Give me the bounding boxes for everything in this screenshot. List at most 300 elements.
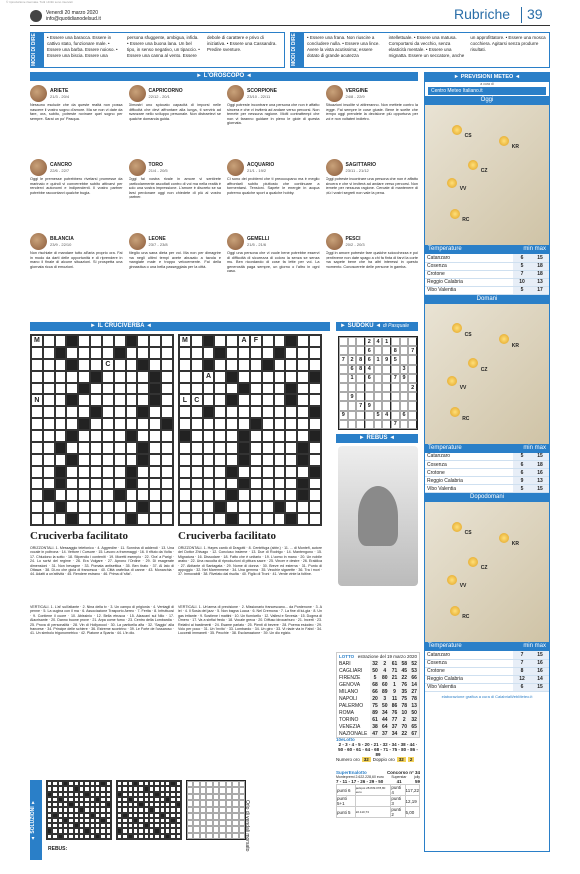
sudoku-cell[interactable]	[382, 401, 391, 410]
crossword-cell[interactable]	[149, 513, 161, 525]
crossword-cell[interactable]	[149, 335, 161, 347]
crossword-cell[interactable]	[226, 454, 238, 466]
crossword-cell[interactable]	[179, 418, 191, 430]
crossword-cell[interactable]	[285, 489, 297, 501]
crossword-cell[interactable]	[114, 394, 126, 406]
crossword-cell[interactable]	[203, 442, 215, 454]
crossword-cell[interactable]	[274, 418, 286, 430]
crossword-cell[interactable]	[250, 394, 262, 406]
crossword-cell[interactable]	[114, 513, 126, 525]
crossword-cell[interactable]	[55, 335, 67, 347]
crossword-cell[interactable]	[309, 513, 321, 525]
sudoku-cell[interactable]: 1	[348, 374, 357, 383]
crossword-cell[interactable]	[102, 454, 114, 466]
crossword-cell[interactable]	[203, 394, 215, 406]
sudoku-cell[interactable]	[408, 401, 417, 410]
crossword-cell[interactable]	[203, 454, 215, 466]
sudoku-cell[interactable]: 4	[382, 411, 391, 420]
sudoku-cell[interactable]	[408, 355, 417, 364]
sudoku-cell[interactable]: 6	[365, 346, 374, 355]
sudoku-cell[interactable]	[391, 411, 400, 420]
crossword-cell[interactable]	[214, 418, 226, 430]
sudoku-grid[interactable]	[338, 336, 418, 430]
crossword-cell[interactable]	[126, 418, 138, 430]
crossword-cell[interactable]	[214, 371, 226, 383]
crossword-cell[interactable]	[274, 489, 286, 501]
crossword-cell[interactable]	[191, 383, 203, 395]
crossword-cell[interactable]	[191, 418, 203, 430]
crossword-cell[interactable]	[149, 359, 161, 371]
crossword-cell[interactable]	[297, 335, 309, 347]
crossword-cell[interactable]	[191, 454, 203, 466]
crossword-cell[interactable]	[297, 406, 309, 418]
crossword-cell[interactable]	[66, 418, 78, 430]
crossword-cell[interactable]	[191, 466, 203, 478]
crossword-cell[interactable]	[191, 347, 203, 359]
crossword-cell[interactable]	[90, 513, 102, 525]
sudoku-cell[interactable]: 9	[348, 392, 357, 401]
sudoku-cell[interactable]: 6	[400, 411, 409, 420]
crossword-cell[interactable]	[78, 442, 90, 454]
crossword-cell[interactable]	[31, 466, 43, 478]
crossword-cell[interactable]	[285, 442, 297, 454]
crossword-cell[interactable]	[226, 478, 238, 490]
sudoku-cell[interactable]	[374, 365, 383, 374]
crossword-cell[interactable]	[179, 371, 191, 383]
crossword-cell[interactable]	[250, 383, 262, 395]
crossword-cell[interactable]: C	[102, 359, 114, 371]
crossword-cell[interactable]: A	[238, 335, 250, 347]
crossword-cell[interactable]	[43, 394, 55, 406]
crossword-cell[interactable]	[285, 359, 297, 371]
crossword-cell[interactable]	[126, 394, 138, 406]
crossword-cell[interactable]	[31, 383, 43, 395]
sudoku-cell[interactable]: 5	[391, 355, 400, 364]
crossword-cell[interactable]	[250, 406, 262, 418]
crossword-cell[interactable]	[285, 371, 297, 383]
sudoku-cell[interactable]	[356, 411, 365, 420]
crossword-cell[interactable]	[43, 418, 55, 430]
crossword-cell[interactable]	[137, 489, 149, 501]
crossword-cell[interactable]	[78, 406, 90, 418]
crossword-cell[interactable]	[179, 383, 191, 395]
crossword-cell[interactable]	[297, 430, 309, 442]
crossword-cell[interactable]	[102, 347, 114, 359]
crossword-cell[interactable]	[250, 371, 262, 383]
crossword-cell[interactable]	[102, 418, 114, 430]
crossword-cell[interactable]	[55, 489, 67, 501]
sudoku-cell[interactable]	[382, 365, 391, 374]
crossword-cell[interactable]	[55, 430, 67, 442]
crossword-cell[interactable]	[102, 489, 114, 501]
crossword-cell[interactable]	[161, 430, 173, 442]
crossword-cell[interactable]	[126, 501, 138, 513]
crossword-cell[interactable]	[90, 383, 102, 395]
crossword-cell[interactable]	[226, 406, 238, 418]
sudoku-cell[interactable]: 2	[348, 355, 357, 364]
crossword-cell[interactable]	[43, 454, 55, 466]
crossword-cell[interactable]	[90, 501, 102, 513]
crossword-cell[interactable]	[179, 478, 191, 490]
crossword-cell[interactable]	[262, 442, 274, 454]
crossword-cell[interactable]	[274, 383, 286, 395]
crossword-cell[interactable]	[309, 454, 321, 466]
crossword-cell[interactable]	[78, 513, 90, 525]
crossword-cell[interactable]	[250, 489, 262, 501]
crossword-cell[interactable]	[262, 430, 274, 442]
crossword-cell[interactable]	[262, 489, 274, 501]
crossword-cell[interactable]	[43, 513, 55, 525]
crossword-cell[interactable]	[179, 501, 191, 513]
sudoku-cell[interactable]	[391, 337, 400, 346]
crossword-cell[interactable]	[297, 513, 309, 525]
crossword-cell[interactable]	[55, 454, 67, 466]
crossword-cell[interactable]	[161, 513, 173, 525]
crossword-cell[interactable]	[90, 347, 102, 359]
sudoku-cell[interactable]: 2	[365, 337, 374, 346]
sudoku-cell[interactable]	[348, 346, 357, 355]
crossword-cell[interactable]	[226, 335, 238, 347]
sudoku-cell[interactable]	[374, 383, 383, 392]
crossword-cell[interactable]	[137, 371, 149, 383]
crossword-cell[interactable]	[250, 347, 262, 359]
crossword-cell[interactable]	[161, 454, 173, 466]
crossword-cell[interactable]	[262, 501, 274, 513]
crossword-cell[interactable]	[161, 466, 173, 478]
sudoku-cell[interactable]	[356, 374, 365, 383]
crossword-cell[interactable]	[55, 418, 67, 430]
crossword-cell[interactable]	[78, 430, 90, 442]
crossword-cell[interactable]	[274, 478, 286, 490]
crossword-cell[interactable]	[226, 383, 238, 395]
crossword-cell[interactable]	[149, 347, 161, 359]
crossword-cell[interactable]	[214, 454, 226, 466]
crossword-cell[interactable]	[78, 335, 90, 347]
crossword-cell[interactable]	[285, 478, 297, 490]
crossword-cell[interactable]	[214, 335, 226, 347]
crossword-cell[interactable]	[43, 430, 55, 442]
crossword-cell[interactable]	[238, 359, 250, 371]
crossword-cell[interactable]	[226, 430, 238, 442]
sudoku-cell[interactable]: 5	[374, 411, 383, 420]
crossword-cell[interactable]	[262, 394, 274, 406]
crossword-cell[interactable]	[309, 335, 321, 347]
crossword-cell[interactable]	[262, 466, 274, 478]
crossword-cell[interactable]	[137, 513, 149, 525]
crossword-cell[interactable]	[161, 478, 173, 490]
crossword-cell[interactable]	[297, 418, 309, 430]
sudoku-cell[interactable]	[382, 392, 391, 401]
sudoku-cell[interactable]	[356, 420, 365, 429]
crossword-cell[interactable]: N	[31, 394, 43, 406]
sudoku-cell[interactable]	[339, 374, 348, 383]
crossword-cell[interactable]	[285, 418, 297, 430]
crossword-cell[interactable]	[238, 371, 250, 383]
crossword-cell[interactable]	[309, 501, 321, 513]
crossword-cell[interactable]	[274, 394, 286, 406]
sudoku-cell[interactable]: 7	[339, 355, 348, 364]
crossword-cell[interactable]	[90, 359, 102, 371]
crossword-cell[interactable]	[214, 383, 226, 395]
crossword-cell[interactable]	[78, 501, 90, 513]
crossword-cell[interactable]	[31, 418, 43, 430]
crossword-cell[interactable]	[149, 442, 161, 454]
crossword-cell[interactable]	[179, 454, 191, 466]
crossword-cell[interactable]	[250, 501, 262, 513]
crossword-cell[interactable]	[274, 454, 286, 466]
crossword-cell[interactable]	[179, 513, 191, 525]
crossword-cell[interactable]	[90, 335, 102, 347]
sudoku-cell[interactable]: 7	[391, 374, 400, 383]
crossword-cell[interactable]	[126, 359, 138, 371]
crossword-cell[interactable]	[137, 394, 149, 406]
crossword-cell[interactable]	[43, 335, 55, 347]
crossword-cell[interactable]	[214, 442, 226, 454]
crossword-cell[interactable]	[149, 478, 161, 490]
crossword-grid-right[interactable]	[178, 334, 322, 526]
crossword-cell[interactable]	[191, 501, 203, 513]
sudoku-cell[interactable]: 7	[408, 346, 417, 355]
sudoku-cell[interactable]	[382, 383, 391, 392]
crossword-cell[interactable]	[102, 406, 114, 418]
crossword-cell[interactable]	[137, 466, 149, 478]
crossword-cell[interactable]	[43, 442, 55, 454]
crossword-cell[interactable]	[285, 466, 297, 478]
crossword-cell[interactable]	[149, 418, 161, 430]
crossword-cell[interactable]	[285, 454, 297, 466]
crossword-cell[interactable]	[214, 359, 226, 371]
crossword-cell[interactable]	[226, 418, 238, 430]
crossword-cell[interactable]	[78, 347, 90, 359]
sudoku-cell[interactable]	[348, 411, 357, 420]
crossword-cell[interactable]	[90, 430, 102, 442]
sudoku-cell[interactable]: 6	[365, 374, 374, 383]
crossword-cell[interactable]	[102, 335, 114, 347]
crossword-cell[interactable]	[250, 454, 262, 466]
crossword-cell[interactable]	[31, 501, 43, 513]
sudoku-cell[interactable]	[400, 420, 409, 429]
sudoku-cell[interactable]	[374, 346, 383, 355]
crossword-cell[interactable]	[179, 442, 191, 454]
crossword-cell[interactable]	[149, 430, 161, 442]
sudoku-cell[interactable]: 6	[365, 355, 374, 364]
sudoku-cell[interactable]	[339, 337, 348, 346]
sudoku-cell[interactable]	[408, 411, 417, 420]
sudoku-cell[interactable]	[339, 392, 348, 401]
crossword-cell[interactable]	[297, 371, 309, 383]
crossword-cell[interactable]	[102, 430, 114, 442]
crossword-cell[interactable]	[203, 466, 215, 478]
sudoku-cell[interactable]	[400, 392, 409, 401]
sudoku-cell[interactable]	[408, 420, 417, 429]
crossword-cell[interactable]	[78, 478, 90, 490]
crossword-cell[interactable]: L	[179, 394, 191, 406]
crossword-cell[interactable]	[90, 478, 102, 490]
sudoku-cell[interactable]	[365, 383, 374, 392]
crossword-cell[interactable]	[161, 383, 173, 395]
sudoku-cell[interactable]	[400, 337, 409, 346]
crossword-cell[interactable]	[31, 371, 43, 383]
crossword-cell[interactable]	[309, 359, 321, 371]
sudoku-cell[interactable]	[391, 401, 400, 410]
sudoku-cell[interactable]: 6	[348, 365, 357, 374]
crossword-cell[interactable]	[149, 454, 161, 466]
crossword-cell[interactable]	[203, 383, 215, 395]
sudoku-cell[interactable]	[408, 392, 417, 401]
crossword-cell[interactable]	[250, 513, 262, 525]
sudoku-cell[interactable]	[400, 346, 409, 355]
crossword-cell[interactable]	[250, 442, 262, 454]
crossword-cell[interactable]	[214, 478, 226, 490]
crossword-cell[interactable]	[203, 430, 215, 442]
crossword-cell[interactable]	[126, 347, 138, 359]
crossword-cell[interactable]	[179, 466, 191, 478]
crossword-cell[interactable]	[114, 478, 126, 490]
crossword-cell[interactable]	[161, 394, 173, 406]
crossword-cell[interactable]	[250, 478, 262, 490]
crossword-cell[interactable]	[161, 442, 173, 454]
crossword-cell[interactable]	[31, 478, 43, 490]
crossword-cell[interactable]	[114, 359, 126, 371]
crossword-cell[interactable]	[309, 489, 321, 501]
crossword-cell[interactable]	[43, 406, 55, 418]
crossword-cell[interactable]	[126, 442, 138, 454]
crossword-cell[interactable]	[31, 347, 43, 359]
crossword-cell[interactable]	[43, 359, 55, 371]
crossword-cell[interactable]	[102, 466, 114, 478]
crossword-cell[interactable]	[43, 501, 55, 513]
sudoku-cell[interactable]: 8	[391, 346, 400, 355]
crossword-cell[interactable]	[309, 394, 321, 406]
crossword-cell[interactable]	[191, 430, 203, 442]
crossword-cell[interactable]	[55, 371, 67, 383]
crossword-cell[interactable]	[203, 513, 215, 525]
crossword-cell[interactable]	[90, 394, 102, 406]
crossword-cell[interactable]	[78, 371, 90, 383]
crossword-cell[interactable]	[238, 347, 250, 359]
crossword-cell[interactable]	[43, 347, 55, 359]
crossword-grid-left[interactable]	[30, 334, 174, 526]
sudoku-cell[interactable]	[374, 420, 383, 429]
sudoku-cell[interactable]	[374, 401, 383, 410]
sudoku-cell[interactable]: 9	[339, 411, 348, 420]
crossword-cell[interactable]	[179, 359, 191, 371]
crossword-cell[interactable]	[191, 406, 203, 418]
crossword-cell[interactable]	[31, 513, 43, 525]
sudoku-cell[interactable]	[339, 401, 348, 410]
sudoku-cell[interactable]: 7	[356, 401, 365, 410]
sudoku-cell[interactable]	[391, 392, 400, 401]
crossword-cell[interactable]	[238, 513, 250, 525]
crossword-cell[interactable]	[203, 489, 215, 501]
crossword-cell[interactable]	[114, 501, 126, 513]
crossword-cell[interactable]	[114, 430, 126, 442]
crossword-cell[interactable]	[137, 478, 149, 490]
crossword-cell[interactable]	[102, 478, 114, 490]
crossword-cell[interactable]	[274, 406, 286, 418]
crossword-cell[interactable]	[137, 335, 149, 347]
crossword-cell[interactable]	[226, 347, 238, 359]
crossword-cell[interactable]: M	[179, 335, 191, 347]
sudoku-cell[interactable]	[408, 337, 417, 346]
crossword-cell[interactable]	[31, 406, 43, 418]
crossword-cell[interactable]	[137, 383, 149, 395]
sudoku-cell[interactable]	[365, 392, 374, 401]
crossword-cell[interactable]	[66, 478, 78, 490]
crossword-cell[interactable]	[214, 489, 226, 501]
crossword-cell[interactable]	[43, 478, 55, 490]
sudoku-cell[interactable]: 4	[374, 337, 383, 346]
crossword-cell[interactable]	[309, 383, 321, 395]
crossword-cell[interactable]	[238, 489, 250, 501]
crossword-cell[interactable]	[226, 359, 238, 371]
crossword-cell[interactable]	[161, 406, 173, 418]
crossword-cell[interactable]	[297, 347, 309, 359]
crossword-cell[interactable]	[262, 371, 274, 383]
crossword-cell[interactable]	[114, 442, 126, 454]
crossword-cell[interactable]	[149, 489, 161, 501]
crossword-cell[interactable]	[214, 406, 226, 418]
crossword-cell[interactable]	[226, 442, 238, 454]
sudoku-cell[interactable]: 4	[365, 365, 374, 374]
sudoku-cell[interactable]	[348, 401, 357, 410]
crossword-cell[interactable]	[114, 335, 126, 347]
crossword-cell[interactable]	[78, 359, 90, 371]
crossword-cell[interactable]	[114, 371, 126, 383]
crossword-cell[interactable]	[285, 406, 297, 418]
crossword-cell[interactable]	[274, 513, 286, 525]
sudoku-cell[interactable]	[382, 346, 391, 355]
sudoku-cell[interactable]	[391, 383, 400, 392]
crossword-cell[interactable]	[55, 359, 67, 371]
crossword-cell[interactable]	[43, 383, 55, 395]
crossword-cell[interactable]	[102, 383, 114, 395]
crossword-cell[interactable]	[137, 430, 149, 442]
crossword-cell[interactable]	[297, 501, 309, 513]
crossword-cell[interactable]	[274, 359, 286, 371]
crossword-cell[interactable]	[66, 347, 78, 359]
crossword-cell[interactable]: M	[31, 335, 43, 347]
crossword-cell[interactable]	[90, 442, 102, 454]
crossword-cell[interactable]	[149, 466, 161, 478]
sudoku-cell[interactable]	[339, 383, 348, 392]
sudoku-cell[interactable]	[348, 420, 357, 429]
crossword-cell[interactable]	[161, 347, 173, 359]
crossword-cell[interactable]	[55, 383, 67, 395]
sudoku-cell[interactable]: 9	[382, 355, 391, 364]
crossword-cell[interactable]	[137, 418, 149, 430]
sudoku-cell[interactable]	[365, 411, 374, 420]
crossword-cell[interactable]	[78, 394, 90, 406]
crossword-cell[interactable]	[78, 489, 90, 501]
crossword-cell[interactable]	[31, 454, 43, 466]
crossword-cell[interactable]	[250, 430, 262, 442]
crossword-cell[interactable]	[191, 371, 203, 383]
sudoku-cell[interactable]	[356, 392, 365, 401]
crossword-cell[interactable]	[43, 466, 55, 478]
crossword-cell[interactable]	[161, 489, 173, 501]
crossword-cell[interactable]	[161, 371, 173, 383]
crossword-cell[interactable]	[102, 513, 114, 525]
crossword-cell[interactable]	[214, 394, 226, 406]
crossword-cell[interactable]	[114, 406, 126, 418]
sudoku-cell[interactable]	[382, 420, 391, 429]
crossword-cell[interactable]	[66, 442, 78, 454]
crossword-cell[interactable]	[66, 383, 78, 395]
crossword-cell[interactable]	[262, 418, 274, 430]
sudoku-cell[interactable]	[400, 355, 409, 364]
sudoku-cell[interactable]: 3	[400, 365, 409, 374]
